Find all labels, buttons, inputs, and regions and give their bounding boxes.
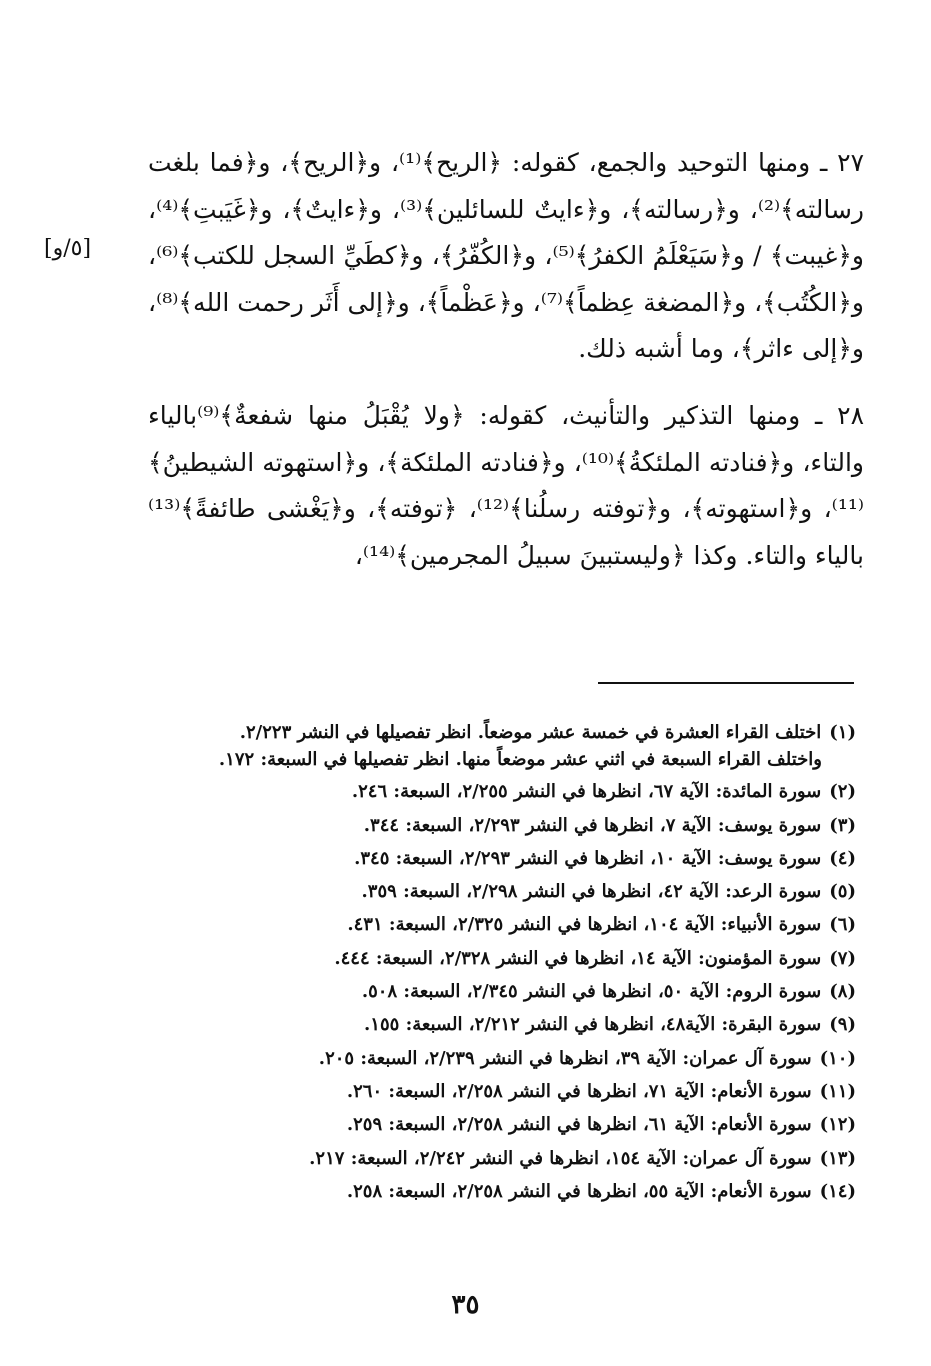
main-text	[148, 140, 864, 579]
footnote-13	[150, 1142, 856, 1175]
footnote-text: سورة آل عمران: الآية ٣٩، انظرها في النشر ٢/٢٣٩، السبعة: ٢٠٥.	[318, 1047, 812, 1069]
footnote-4	[150, 842, 856, 875]
footnote-text: سورة آل عمران: الآية ١٥٤، انظرها في النشر ٢/٢٤٢، السبعة: ٢١٧.	[309, 1147, 812, 1169]
footnote-number: (٧)	[829, 947, 856, 969]
footnote-text: سورة الأنبياء: الآية ١٠٤، انظرها في النشر ٢/٣٢٥، السبعة: ٤٣١.	[347, 914, 822, 936]
footnote-number: (٢)	[829, 781, 856, 803]
footnote-text: واختلف القراء السبعة في اثني عشر موضعاً منها. انظر تفصيلها في السبعة: ١٧٢.	[218, 749, 822, 771]
paragraph-27: ٢٧ ـ ومنها التوحيد والجمع، كقوله: ﴿الريح﴾⁽¹⁾، و﴿الريح﴾، و﴿فما بلغت رسالته﴾⁽²⁾، و﴿رسالته﴾، و﴿ءايتٌ للسائلين﴾⁽³⁾، و﴿ءايتٌ﴾، و﴿غَيَبتِ﴾⁽⁴⁾، و﴿غيبت﴾ / و﴿سَيَعْلَمُ الكفرُ﴾⁽⁵⁾، و﴿الكُفّرُ﴾، و﴿كطَيِّ السجل للكتب﴾⁽⁶⁾، و﴿الكُتُب﴾، و﴿المضغة عِظماً﴾⁽⁷⁾، و﴿عَظْماً﴾، و﴿إلى أَثَر رحمت الله﴾⁽⁸⁾، و﴿إلى ءاثر﴾، وما أشبه ذلك.	[148, 148, 864, 364]
footnote-number: (١٤)	[819, 1180, 856, 1202]
footnote-number: (٣)	[829, 814, 856, 836]
footnote-text: سورة المائدة: الآية ٦٧، انظرها في النشر ٢/٢٥٥، السبعة: ٢٤٦.	[351, 781, 822, 803]
footnote-number: (٨)	[829, 981, 856, 1003]
footnote-text: سورة يوسف: الآية ١٠، انظرها في النشر ٢/٢٩٣، السبعة: ٣٤٥.	[354, 847, 822, 869]
manuscript-folio-reference: [٥/و]	[44, 236, 92, 261]
page-number: ٣٥	[451, 1290, 480, 1320]
footnote-number: (٥)	[829, 881, 856, 903]
footnote-text: سورة الأنعام: الآية ٧١، انظرها في النشر ٢/٢٥٨، السبعة: ٢٦٠.	[346, 1080, 812, 1102]
footnote-2	[150, 775, 856, 808]
footnote-number: (١٣)	[819, 1147, 856, 1169]
footnotes	[150, 716, 856, 1208]
footnote-9	[150, 1008, 856, 1041]
footnote-7	[150, 942, 856, 975]
footnote-text: سورة الرعد: الآية ٤٢، انظرها في النشر ٢/٢٩٨، السبعة: ٣٥٩.	[361, 881, 822, 903]
footnote-number: (١٠)	[819, 1047, 856, 1069]
footnote-text: سورة الأنعام: الآية ٦١، انظرها في النشر ٢/٢٥٨، السبعة: ٢٥٩.	[346, 1114, 812, 1136]
footnote-text: سورة الروم: الآية ٥٠، انظرها في النشر ٢/٣٤٥، السبعة: ٥٠٨.	[361, 981, 822, 1003]
footnote-number: (١٢)	[819, 1114, 856, 1136]
footnote-8	[150, 975, 856, 1008]
paragraph-28: ٢٨ ـ ومنها التذكير والتأنيث، كقوله: ﴿ولا يُقْبَلُ منها شفعةٌ﴾⁽⁹⁾بالياء والتاء، و﴿فنادته الملئكةُ﴾⁽¹⁰⁾، و﴿فنادته الملئكة﴾، و﴿استهوته الشيطينُ﴾⁽¹¹⁾، و﴿استهوته﴾، و﴿توفته رسلُنا﴾⁽¹²⁾، ﴿توفته﴾، و﴿يَغْشى طائفةً﴾⁽¹³⁾ بالياء والتاء. وكذا ﴿وليستبينَ سبيلُ المجرمين﴾⁽¹⁴⁾،	[148, 400, 864, 570]
footnote-text: اختلف القراء العشرة في خمسة عشر موضعاً. انظر تفصيلها في النشر ٢/٢٢٣.	[239, 722, 822, 743]
footnote-3	[150, 809, 856, 842]
footnote-1-continuation	[150, 745, 856, 775]
footnote-text: سورة يوسف: الآية ٧، انظرها في النشر ٢/٢٩٣، السبعة: ٣٤٤.	[363, 814, 822, 836]
footnote-text: سورة الأنعام: الآية ٥٥، انظرها في النشر ٢/٢٥٨، السبعة: ٢٥٨.	[346, 1180, 812, 1202]
footnote-text: سورة المؤمنون: الآية ١٤، انظرها في النشر ٢/٣٢٨، السبعة: ٤٤٤.	[334, 947, 822, 969]
footnote-6	[150, 908, 856, 941]
footnote-number: (٩)	[829, 1014, 856, 1036]
footnote-10	[150, 1042, 856, 1075]
footnote-number: (٦)	[829, 914, 856, 936]
footnote-12	[150, 1108, 856, 1141]
footnote-14	[150, 1175, 856, 1208]
footnote-number: (٤)	[829, 847, 856, 869]
footnote-separator	[598, 682, 854, 684]
footnote-5	[150, 875, 856, 908]
footnote-number: (١)	[829, 722, 856, 743]
footnote-11	[150, 1075, 856, 1108]
footnote-1	[150, 716, 856, 749]
footnote-number: (١١)	[819, 1080, 856, 1102]
footnote-text: سورة البقرة: الآية٤٨، انظرها في النشر ٢/٢١٢، السبعة: ١٥٥.	[364, 1014, 822, 1036]
